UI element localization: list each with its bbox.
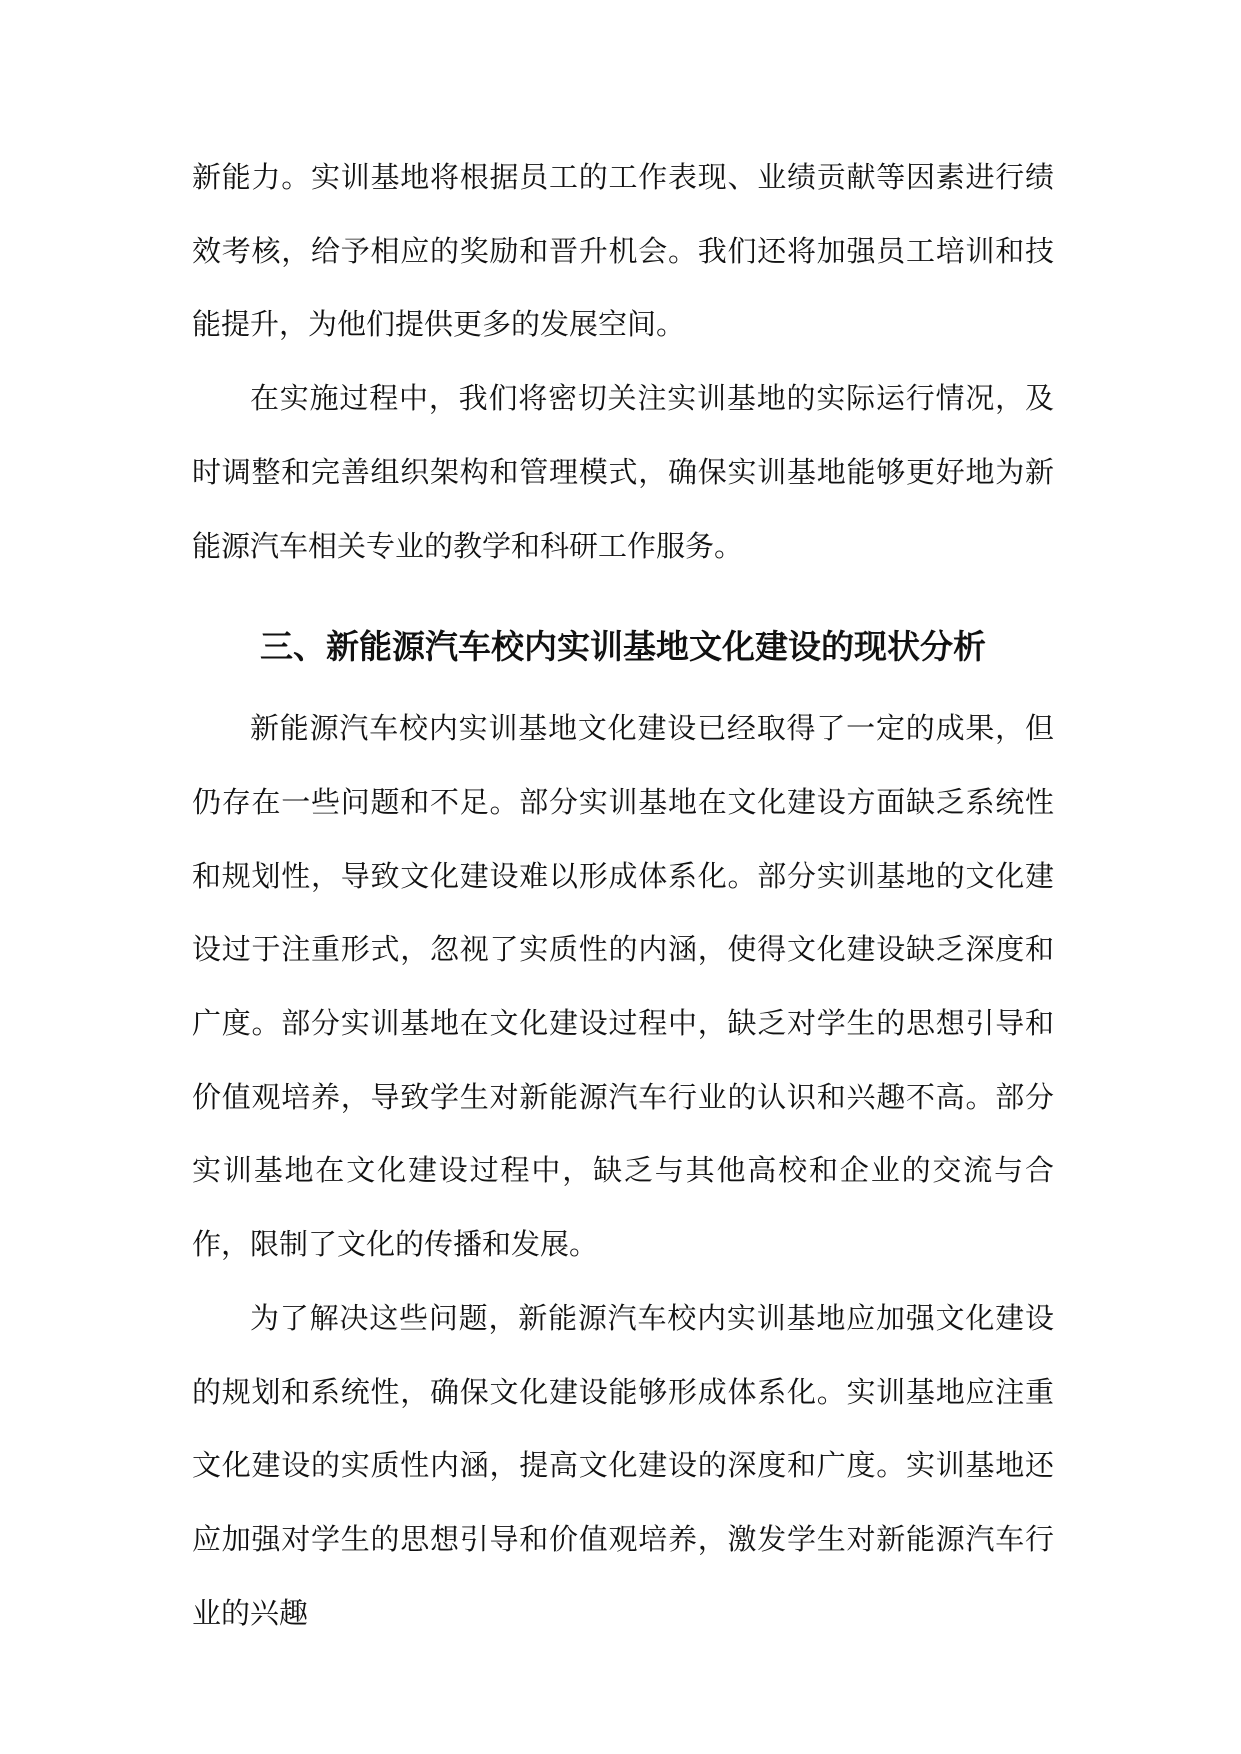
section-heading: 三、新能源汽车校内实训基地文化建设的现状分析 [260, 627, 986, 667]
paragraph-current-status: 新能源汽车校内实训基地文化建设已经取得了一定的成果，但仍存在一些问题和不足。部分实训基地在文化建设方面缺乏系统性和规划性，导致文化建设难以形成体系化。部分实训基地的文化建设过于注重形式，忽视了实质性的内涵，使得文化建设缺乏深度和广度。部分实训基地在文化建设过程中，缺乏对学生的思想引导和价值观培养，导致学生对新能源汽车行业的认识和兴趣不高。部分实训基地在文化建设过程中，缺乏与其他高校和企业的交流与合作，限制了文化的传播和发展。 [192, 711, 1054, 1262]
paragraph-implementation: 在实施过程中，我们将密切关注实训基地的实际运行情况，及时调整和完善组织架构和管理模式，确保实训基地能够更好地为新能源汽车相关专业的教学和科研工作服务。 [192, 381, 1054, 563]
document-body [192, 141, 1054, 1650]
paragraph-continued: 新能力。实训基地将根据员工的工作表现、业绩贡献等因素进行绩效考核，给予相应的奖励和晋升机会。我们还将加强员工培训和技能提升，为他们提供更多的发展空间。 [192, 160, 1054, 342]
paragraph-solutions: 为了解决这些问题，新能源汽车校内实训基地应加强文化建设的规划和系统性，确保文化建设能够形成体系化。实训基地应注重文化建设的实质性内涵，提高文化建设的深度和广度。实训基地还应加强对学生的思想引导和价值观培养，激发学生对新能源汽车行业的兴趣 [192, 1300, 1054, 1630]
